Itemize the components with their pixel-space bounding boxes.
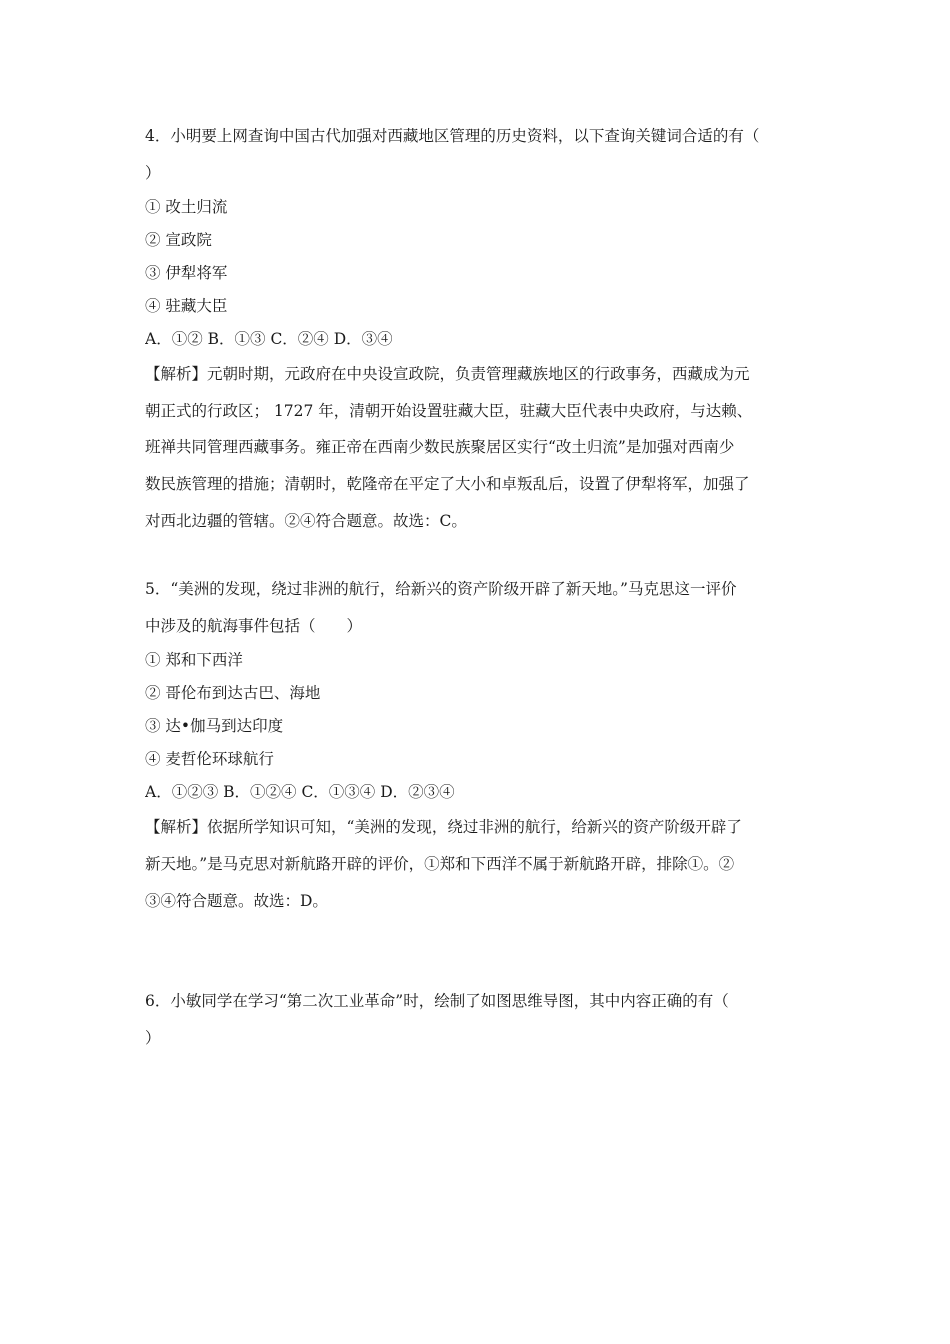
- q4-option-4: ④ 驻藏大臣: [145, 297, 228, 315]
- q4-choices: A．①② B．①③ C．②④ D．③④: [145, 330, 393, 348]
- q5-analysis-line-1: 【解析】依据所学知识可知，“美洲的发现，绕过非洲的航行，给新兴的资产阶级开辟了: [145, 818, 742, 836]
- q4-stem-line-1: 4．小明要上网查询中国古代加强对西藏地区管理的历史资料，以下查询关键词合适的有（: [145, 127, 760, 145]
- q4-option-1: ① 改土归流: [145, 198, 228, 216]
- q5-option-2: ② 哥伦布到达古巴、海地: [145, 684, 321, 702]
- q5-option-4: ④ 麦哲伦环球航行: [145, 750, 274, 768]
- q5-analysis-line-3: ③④符合题意。故选：D。: [145, 892, 328, 910]
- q4-analysis-line-5: 对西北边疆的管辖。②④符合题意。故选：C。: [145, 512, 467, 530]
- q4-analysis-line-1: 【解析】元朝时期，元政府在中央设宣政院，负责管理藏族地区的行政事务，西藏成为元: [145, 365, 750, 383]
- q4-analysis-line-4: 数民族管理的措施；清朝时，乾隆帝在平定了大小和卓叛乱后，设置了伊犁将军，加强了: [145, 475, 750, 493]
- q6-stem-line-1: 6．小敏同学在学习“第二次工业革命”时，绘制了如图思维导图，其中内容正确的有（: [145, 992, 729, 1010]
- q5-choices: A．①②③ B．①②④ C．①③④ D．②③④: [145, 783, 455, 801]
- q4-analysis-line-3: 班禅共同管理西藏事务。雍正帝在西南少数民族聚居区实行“改土归流”是加强对西南少: [145, 438, 735, 456]
- q4-analysis-line-2: 朝正式的行政区； 1727 年，清朝开始设置驻藏大臣，驻藏大臣代表中央政府，与达赖、: [145, 402, 753, 420]
- q6-stem-line-2: ）: [145, 1029, 161, 1047]
- q5-option-1: ① 郑和下西洋: [145, 651, 243, 669]
- q4-stem-line-2: ）: [145, 164, 161, 182]
- q4-option-3: ③ 伊犁将军: [145, 264, 228, 282]
- q5-option-3: ③ 达•伽马到达印度: [145, 717, 284, 735]
- q5-stem-line-2: 中涉及的航海事件包括（ ）: [145, 617, 363, 635]
- q5-analysis-line-2: 新天地。”是马克思对新航路开辟的评价，①郑和下西洋不属于新航路开辟，排除①。②: [145, 855, 735, 873]
- q5-stem-line-1: 5．“美洲的发现，绕过非洲的航行，给新兴的资产阶级开辟了新天地。”马克思这一评价: [145, 580, 737, 598]
- q4-option-2: ② 宣政院: [145, 231, 212, 249]
